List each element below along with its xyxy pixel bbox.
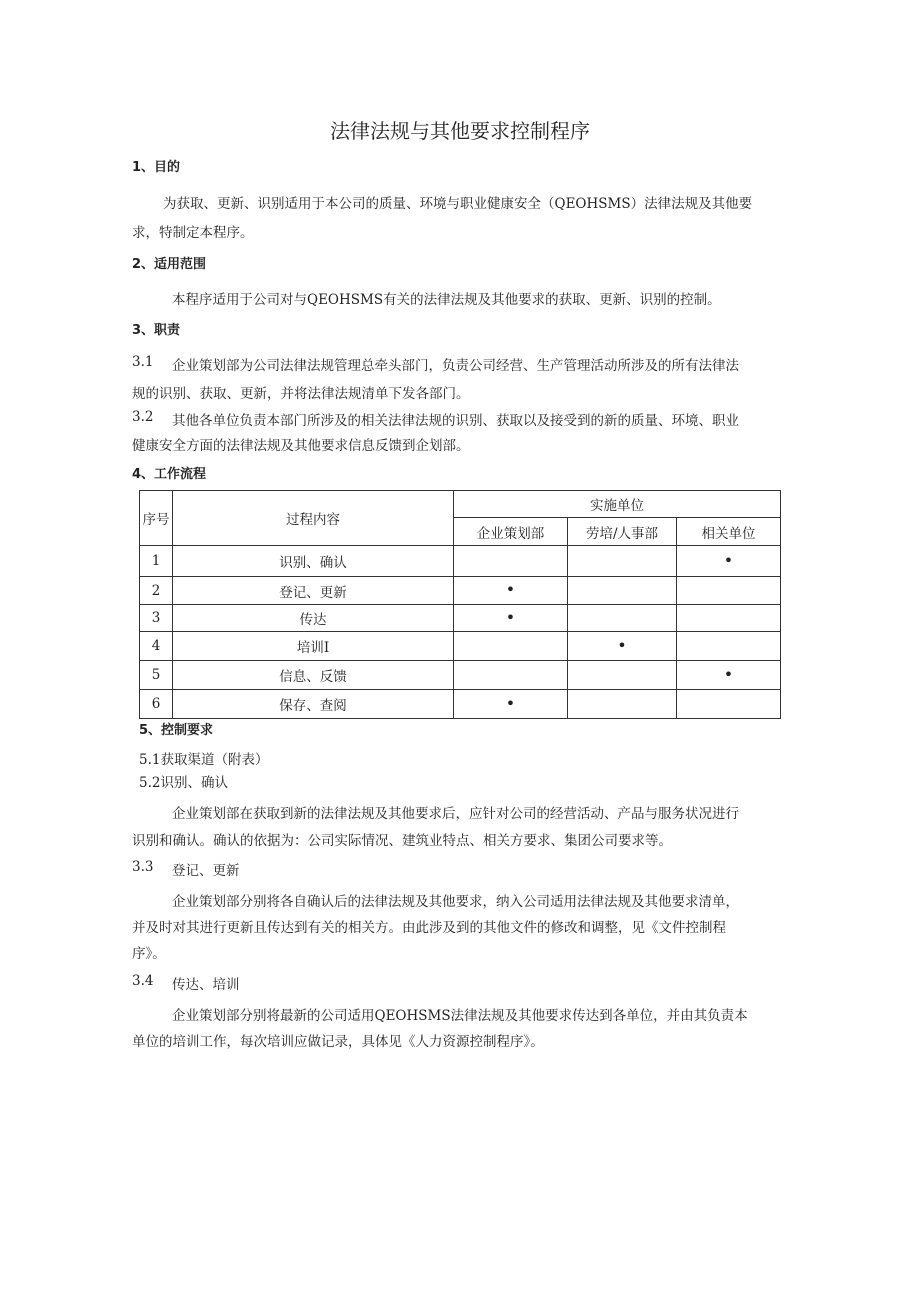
row-content: 传达 bbox=[173, 605, 454, 632]
row-seq: 5 bbox=[140, 661, 173, 690]
section-5-heading: 5、控制要求 bbox=[139, 723, 214, 738]
row-content: 信息、反馈 bbox=[173, 661, 454, 690]
cell-planning bbox=[454, 661, 568, 690]
para-3-4-line2: 单位的培训工作，每次培训应做记录，具体见《人力资源控制程序》。 bbox=[132, 1034, 544, 1050]
cell-hr bbox=[568, 632, 677, 661]
responsibility-mark: • bbox=[505, 693, 516, 713]
item-3-1-line1: 企业策划部为公司法律法规管理总牵头部门，负责公司经营、生产管理活动所涉及的所有法律法 bbox=[172, 358, 739, 374]
document-title: 法律法规与其他要求控制程序 bbox=[330, 119, 590, 143]
cell-related bbox=[677, 632, 781, 661]
table-row bbox=[140, 632, 781, 661]
para-5-2-line1: 企业策划部在获取到新的法律法规及其他要求后，应针对公司的经营活动、产品与服务状况进行 bbox=[172, 806, 739, 822]
cell-related bbox=[677, 577, 781, 605]
cell-related bbox=[677, 661, 781, 690]
table-row bbox=[140, 605, 781, 632]
header-unit-hr: 劳培/人事部 bbox=[568, 518, 677, 546]
cell-hr bbox=[568, 577, 677, 605]
cell-related bbox=[677, 690, 781, 719]
responsibility-mark: • bbox=[723, 550, 734, 570]
table-row bbox=[140, 577, 781, 605]
para-3-3-line2: 并及时对其进行更新且传达到有关的相关方。由此涉及到的其他文件的修改和调整，见《文件控制程 bbox=[132, 920, 726, 936]
section-2-heading: 2、适用范围 bbox=[132, 257, 207, 272]
cell-planning bbox=[454, 546, 568, 577]
cell-hr bbox=[568, 661, 677, 690]
subsection-3-3-number: 3.3 bbox=[132, 859, 154, 875]
cell-related bbox=[677, 605, 781, 632]
section-1-heading: 1、目的 bbox=[132, 160, 181, 175]
para-3-4-line1: 企业策划部分别将最新的公司适用QEOHSMS法律法规及其他要求传达到各单位，并由其负责本 bbox=[172, 1008, 748, 1024]
table-row bbox=[140, 690, 781, 719]
cell-hr bbox=[568, 546, 677, 577]
row-content: 登记、更新 bbox=[173, 577, 454, 605]
para-3-3-line1: 企业策划部分别将各自确认后的法律法规及其他要求，纳入公司适用法律法规及其他要求清单， bbox=[172, 894, 739, 910]
item-3-1-number: 3.1 bbox=[132, 354, 154, 370]
row-content: 识别、确认 bbox=[173, 546, 454, 577]
item-3-1-line2: 规的识别、获取、更新，并将法律法规清单下发各部门。 bbox=[132, 386, 470, 402]
row-seq: 3 bbox=[140, 605, 173, 632]
subsection-5-1: 5.1获取渠道（附表） bbox=[139, 752, 269, 768]
section-2-text: 本程序适用于公司对与QEOHSMS有关的法律法规及其他要求的获取、更新、识别的控制。 bbox=[172, 292, 721, 308]
section-1-text-line2: 求，特制定本程序。 bbox=[132, 225, 254, 241]
row-seq: 6 bbox=[140, 690, 173, 719]
cell-planning bbox=[454, 577, 568, 605]
workflow-table bbox=[139, 490, 781, 719]
item-3-2-number: 3.2 bbox=[132, 409, 154, 425]
header-content: 过程内容 bbox=[173, 491, 454, 546]
header-group: 实施单位 bbox=[454, 491, 781, 518]
header-unit-planning: 企业策划部 bbox=[454, 518, 568, 546]
header-unit-related: 相关单位 bbox=[677, 518, 781, 546]
cell-related bbox=[677, 546, 781, 577]
row-content: 培训I bbox=[173, 632, 454, 661]
responsibility-mark: • bbox=[617, 635, 627, 655]
cell-hr bbox=[568, 605, 677, 632]
cell-planning bbox=[454, 605, 568, 632]
responsibility-mark: • bbox=[505, 580, 516, 599]
subsection-3-3-title: 登记、更新 bbox=[172, 863, 240, 879]
responsibility-mark: • bbox=[505, 607, 516, 627]
row-seq: 2 bbox=[140, 577, 173, 605]
section-4-heading: 4、工作流程 bbox=[132, 467, 207, 482]
section-3-heading: 3、职责 bbox=[132, 323, 181, 338]
para-5-2-line2: 识别和确认。确认的依据为：公司实际情况、建筑业特点、相关方要求、集团公司要求等。 bbox=[132, 833, 672, 849]
subsection-5-2: 5.2识别、确认 bbox=[139, 775, 228, 791]
table-row bbox=[140, 546, 781, 577]
row-seq: 4 bbox=[140, 632, 173, 661]
row-seq: 1 bbox=[140, 546, 173, 577]
item-3-2-line2: 健康安全方面的法律法规及其他要求信息反馈到企划部。 bbox=[132, 438, 470, 454]
table-row bbox=[140, 661, 781, 690]
para-3-3-line3: 序》。 bbox=[132, 946, 166, 962]
subsection-3-4-title: 传达、培训 bbox=[172, 977, 240, 993]
cell-planning bbox=[454, 690, 568, 719]
responsibility-mark: • bbox=[723, 664, 734, 684]
section-1-text-line1: 为获取、更新、识别适用于本公司的质量、环境与职业健康安全（QEOHSMS）法律法规及其他要 bbox=[163, 196, 753, 212]
subsection-3-4-number: 3.4 bbox=[132, 973, 154, 989]
row-content: 保存、查阅 bbox=[173, 690, 454, 719]
header-seq: 序号 bbox=[140, 491, 173, 546]
item-3-2-line1: 其他各单位负责本部门所涉及的相关法律法规的识别、获取以及接受到的新的质量、环境、职业 bbox=[172, 413, 739, 429]
cell-planning bbox=[454, 632, 568, 661]
cell-hr bbox=[568, 690, 677, 719]
